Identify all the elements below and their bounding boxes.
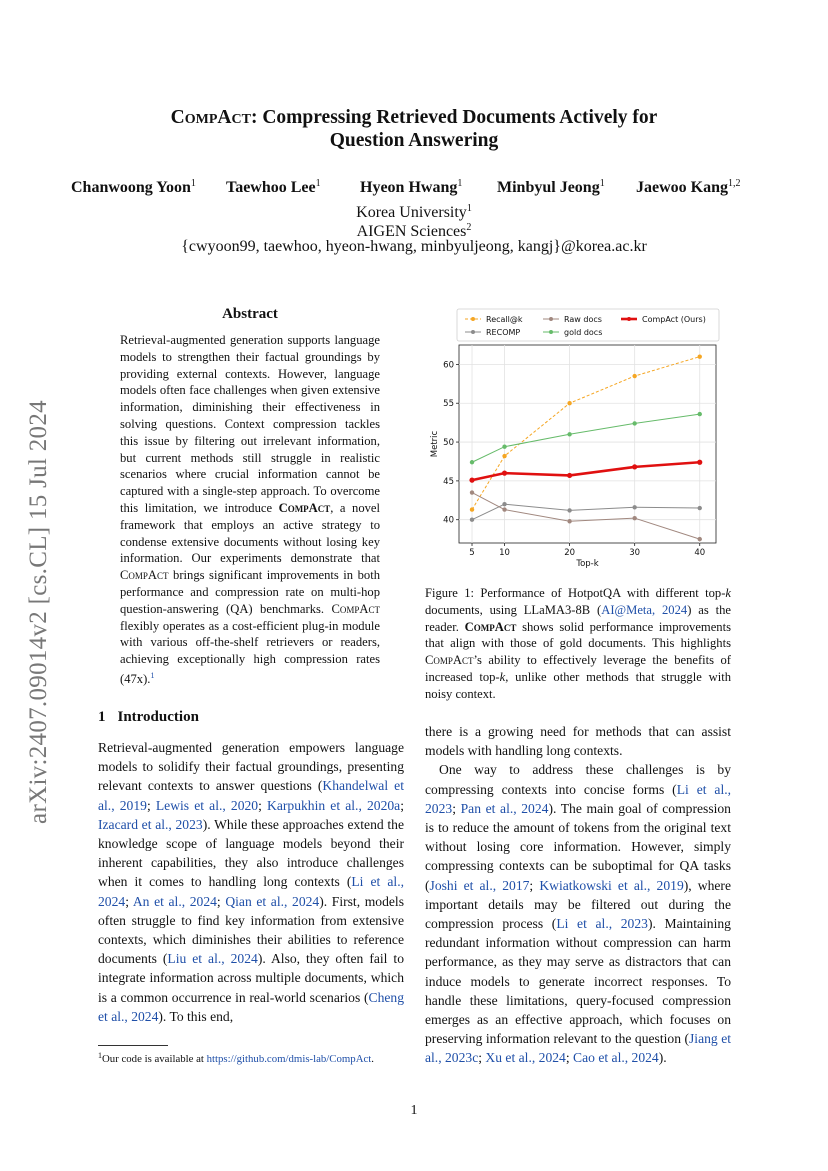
- line-chart: [425, 303, 735, 571]
- data-point: [698, 537, 702, 541]
- data-point: [567, 473, 572, 478]
- figure-1-chart: [425, 303, 735, 571]
- footnote-rule: [98, 1045, 168, 1046]
- data-point: [632, 505, 636, 509]
- x-axis-label: Top-k: [576, 559, 599, 569]
- author-emails: {cwyoon99, taewhoo, hyeon-hwang, minbyuljeong, kangj}@korea.ac.kr: [181, 238, 647, 255]
- citation-link[interactable]: Jiang et al., 2023c: [425, 1031, 732, 1066]
- legend-marker: [549, 330, 553, 334]
- intro-paragraph: Retrieval-augmented generation empowers language models to solidify their factual groundings, presenting relevant contexts to answer questions (Khandelwal et al., 2019; Lewis et al., 2020; Karpukhin et al., 2020a; Izacard et al., 2023). While these approaches extend the knowledge scope of language models beyond their inherent capabilities, they also introduce challenges when it comes to handling long contexts (Li et al., 2024; An et al., 2024; Qian et al., 2024). First, models often struggle to find key information from extensive contexts, which diminishes their abilities to reference documents (Liu et al., 2024). Also, they often fail to integrate information across multiple documents, which is a common occurrence in real-world scenarios (Cheng et al., 2024). To this end,: [98, 740, 404, 1024]
- intro-continued: [425, 722, 731, 1068]
- data-point: [567, 401, 571, 405]
- author: Jaewoo Kang$^{1,2}$: [636, 178, 741, 196]
- figure-caption: Figure 1: Performance of HotpotQA with different top-k documents, using LLaMA3-8B (AI@Meta, 2024) as the reader. CompAct shows solid performance improvements that align with those of gold documents. This highlights CompAct’s ability to effectively leverage the benefits of increased top-k, unlike other methods that struggle with noisy context.: [425, 586, 731, 701]
- y-axis-label: Metric: [430, 430, 440, 458]
- citation-link[interactable]: Cao et al., 2024: [573, 1050, 659, 1066]
- citation-link[interactable]: Liu et al., 2024: [167, 951, 258, 967]
- x-tick-label: 10: [499, 548, 510, 558]
- affiliation-2: AIGEN Sciences$^2$: [356, 222, 472, 240]
- data-point: [632, 464, 637, 469]
- paper-title: [0, 106, 828, 152]
- title-name-part2: Act: [217, 107, 251, 128]
- plot-area: [459, 345, 716, 543]
- citation-link[interactable]: Izacard et al., 2023: [98, 816, 203, 832]
- citation-link[interactable]: Li et al., 2023: [556, 916, 648, 932]
- data-point: [502, 507, 506, 511]
- x-tick-label: 5: [469, 548, 475, 558]
- citation-link[interactable]: Pan et al., 2024: [460, 800, 549, 816]
- citation-link[interactable]: Kwiatkowski et al., 2019: [539, 877, 684, 893]
- citation-link[interactable]: AI@Meta, 2024: [601, 602, 688, 617]
- author: Minbyul Jeong$^1$: [497, 178, 605, 196]
- data-point: [502, 445, 506, 449]
- title-line2: Question Answering: [329, 130, 499, 151]
- citation-link[interactable]: An et al., 2024: [132, 893, 217, 909]
- data-point: [502, 502, 506, 506]
- paragraph: One way to address these challenges is by compressing contexts into concise forms (Li et al., 2023; Pan et al., 2024). The main goal of compression is to reduce the amount of tokens from the original text without losing core information. However, simply compressing contexts can be suboptimal for QA tasks (Joshi et al., 2017; Kwiatkowski et al., 2019), where important details may be filtered out during the compression process (Li et al., 2023). Maintaining redundant information without compression can harm performance, as they may serve as distractors that can induce models to generate incorrect responses. To handle these limitations, query-focused compression emerges as an effective approach, which focuses on preserving information relevant to the question (Jiang et al., 2023c; Xu et al., 2024; Cao et al., 2024).: [425, 762, 732, 1066]
- legend-marker: [471, 330, 475, 334]
- data-point: [470, 507, 474, 511]
- data-point: [470, 518, 474, 522]
- affiliation-1: Korea University$^1$: [356, 203, 472, 221]
- data-point: [632, 516, 636, 520]
- citation-link[interactable]: Li et al., 2024: [98, 874, 404, 909]
- legend-marker: [549, 317, 553, 321]
- x-tick-label: 30: [629, 548, 641, 558]
- data-point: [502, 454, 506, 458]
- citation-link[interactable]: Joshi et al., 2017: [429, 877, 530, 893]
- y-tick-label: 55: [443, 399, 454, 410]
- citation-link[interactable]: Li et al., 2023: [425, 781, 732, 816]
- arxiv-identifier: arXiv:2407.09014v2 [cs.CL] 15 Jul 2024: [25, 400, 52, 824]
- footnote: $^1$Our code is available at https://github.com/dmis-lab/CompAct.: [98, 1051, 374, 1065]
- legend-marker: [627, 317, 631, 321]
- citation-link[interactable]: Qian et al., 2024: [225, 893, 320, 909]
- legend-label: Recall@k: [486, 315, 523, 324]
- data-point: [567, 432, 571, 436]
- x-tick-label: 40: [694, 548, 706, 558]
- legend-label: gold docs: [564, 328, 603, 337]
- data-point: [567, 508, 571, 512]
- data-point: [469, 478, 474, 483]
- author: Chanwoong Yoon$^1$: [71, 178, 196, 196]
- page-number: 1: [410, 1103, 418, 1118]
- y-tick-label: 60: [443, 360, 454, 371]
- citation-link[interactable]: Cheng et al., 2024: [98, 989, 404, 1024]
- legend-label: Raw docs: [564, 315, 602, 324]
- y-tick-label: 50: [443, 438, 454, 449]
- author: Taewhoo Lee$^1$: [226, 178, 321, 196]
- citation-link[interactable]: Karpukhin et al., 2020a: [267, 797, 401, 813]
- x-tick-label: 20: [564, 548, 576, 558]
- data-point: [470, 460, 474, 464]
- legend-marker: [471, 317, 475, 321]
- citation-link[interactable]: Khandelwal et al., 2019: [98, 778, 404, 813]
- title-name-part1: Comp: [170, 107, 218, 128]
- code-link[interactable]: https://github.com/dmis-lab/CompAct: [206, 1053, 372, 1065]
- data-point: [632, 421, 636, 425]
- legend-label: CompAct (Ours): [642, 315, 706, 324]
- paragraph: there is a growing need for methods that can assist models with handling long contexts.: [425, 724, 731, 759]
- author: Hyeon Hwang$^1$: [360, 178, 463, 196]
- title-line1-rest: : Compressing Retrieved Documents Actively for: [250, 107, 658, 128]
- abstract-heading: Abstract: [222, 306, 278, 322]
- y-tick-label: 45: [443, 476, 454, 487]
- data-point: [470, 490, 474, 494]
- data-point: [502, 471, 507, 476]
- data-point: [698, 412, 702, 416]
- citation-link[interactable]: Lewis et al., 2020: [155, 797, 259, 813]
- data-point: [632, 374, 636, 378]
- data-point: [697, 460, 702, 465]
- section-heading: 1 Introduction: [98, 709, 199, 725]
- data-point: [698, 506, 702, 510]
- footnote-link[interactable]: 1: [150, 670, 155, 680]
- data-point: [567, 519, 571, 523]
- abstract-body: Retrieval-augmented generation supports language models to strengthen their factual groundings by providing external contexts. However, language models often face challenges when given extensive information, diminishing their effectiveness in solving questions. Context compression tackles this issue by filtering out irrelevant information, but current methods still struggle in realistic scenarios where crucial information cannot be captured with a single-step approach. To overcome this limitation, we introduce CompAct, a novel framework that employs an active strategy to condense extensive documents without losing key information. Our experiments demonstrate that CompAct brings significant improvements in both performance and compression rate on multi-hop question-answering (QA) benchmarks. CompAct flexibly operates as a cost-efficient plug-in module with various off-the-shelf retrievers or readers, achieving exceptionally high compression rates (47x).$^1$: [120, 333, 381, 687]
- citation-link[interactable]: Xu et al., 2024: [485, 1050, 566, 1066]
- legend-label: RECOMP: [486, 328, 521, 337]
- y-tick-label: 40: [443, 515, 454, 526]
- data-point: [698, 354, 702, 358]
